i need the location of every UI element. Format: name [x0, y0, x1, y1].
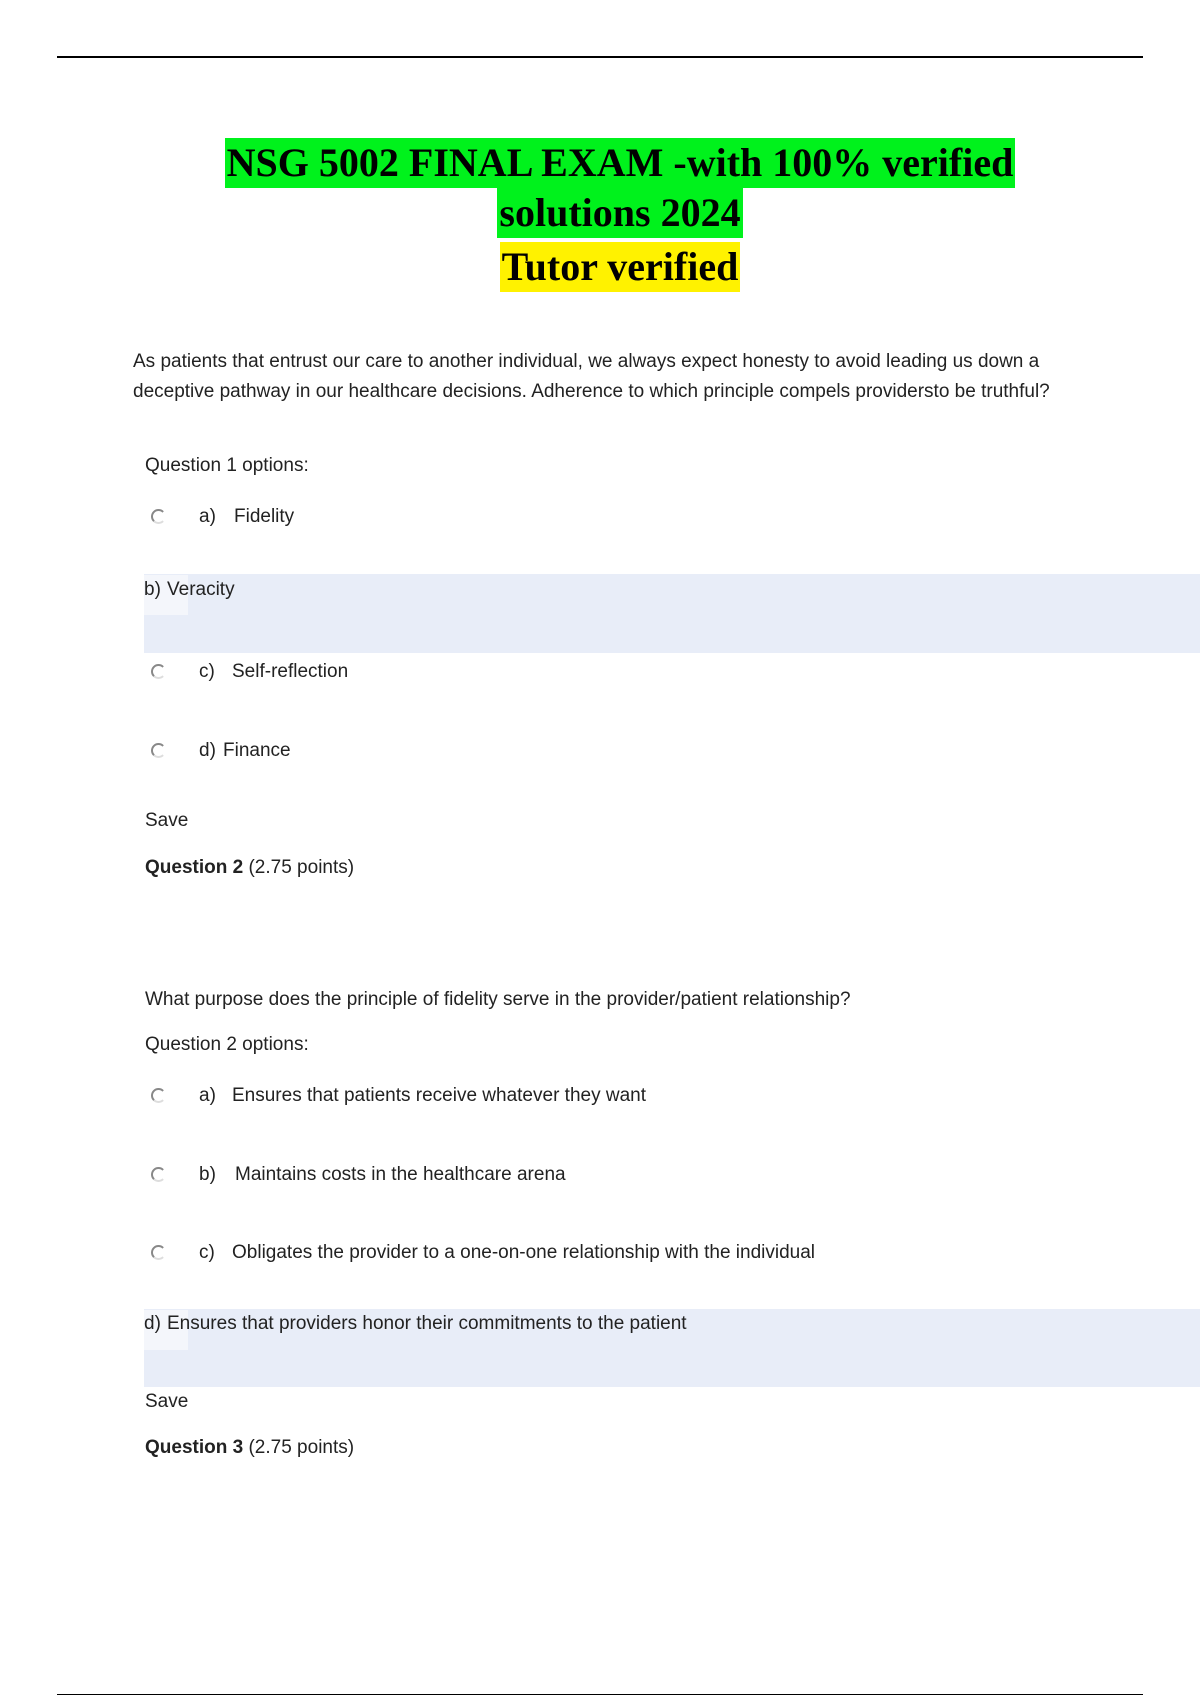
q2-option-d-label[interactable]: Ensures that providers honor their commitments to the patient [167, 1313, 687, 1334]
q1-option-d-letter: d) [199, 740, 216, 761]
title-line-1: NSG 5002 FINAL EXAM -with 100% verified [225, 138, 1016, 188]
q2-option-d-letter: d) [144, 1313, 161, 1334]
q2-option-b-label[interactable]: Maintains costs in the healthcare arena [235, 1164, 566, 1185]
question-1-prompt: As patients that entrust our care to another individual, we always expect honesty to avoid leading us down a deceptive pathway in our healthcare decisions. Adherence to which principle compels providersto be truthful? [133, 351, 1050, 402]
question-2-points: (2.75 points) [248, 857, 355, 878]
question-2-prompt: What purpose does the principle of fidelity serve in the provider/patient relationship? [145, 989, 851, 1010]
question-3-heading [145, 1433, 354, 1462]
question-2-options-label: Question 2 options: [145, 1034, 309, 1055]
q1-option-c-letter: c) [199, 661, 215, 682]
question-3-number: Question 3 [145, 1437, 244, 1458]
question-2-number: Question 2 [145, 857, 244, 878]
q1-option-a-label[interactable]: Fidelity [234, 506, 295, 527]
bottom-rule [57, 1694, 1143, 1695]
question-2-heading [145, 853, 354, 882]
q2-save-button[interactable]: Save [145, 1391, 189, 1412]
q1-option-b-label[interactable]: Veracity [167, 579, 235, 600]
question-3-points: (2.75 points) [248, 1437, 355, 1458]
q2-option-a-radio[interactable] [151, 1088, 166, 1103]
title-line-3: Tutor verified [500, 242, 741, 292]
q2-option-c-radio[interactable] [151, 1245, 166, 1260]
q1-option-c-label[interactable]: Self-reflection [232, 661, 349, 682]
q2-option-c-label[interactable]: Obligates the provider to a one-on-one relationship with the individual [232, 1242, 816, 1263]
q2-option-a-label[interactable]: Ensures that patients receive whatever they want [232, 1085, 647, 1106]
q1-option-c-radio[interactable] [151, 664, 166, 679]
q1-option-a-letter: a) [199, 506, 216, 527]
top-rule [57, 56, 1143, 58]
document-title [0, 138, 1200, 292]
q2-option-c-letter: c) [199, 1242, 215, 1263]
q1-save-button[interactable]: Save [145, 810, 189, 831]
q1-option-b-letter: b) [144, 579, 161, 600]
q2-option-b-letter: b) [199, 1164, 216, 1185]
question-1-options-label: Question 1 options: [145, 455, 309, 476]
title-line-2: solutions 2024 [497, 188, 742, 238]
q1-option-d-label[interactable]: Finance [223, 740, 291, 761]
q2-option-b-radio[interactable] [151, 1167, 166, 1182]
q1-selected-answer-row[interactable] [144, 574, 1200, 653]
q1-option-a-radio[interactable] [151, 509, 166, 524]
q1-option-d-radio[interactable] [151, 743, 166, 758]
q2-option-a-letter: a) [199, 1085, 216, 1106]
